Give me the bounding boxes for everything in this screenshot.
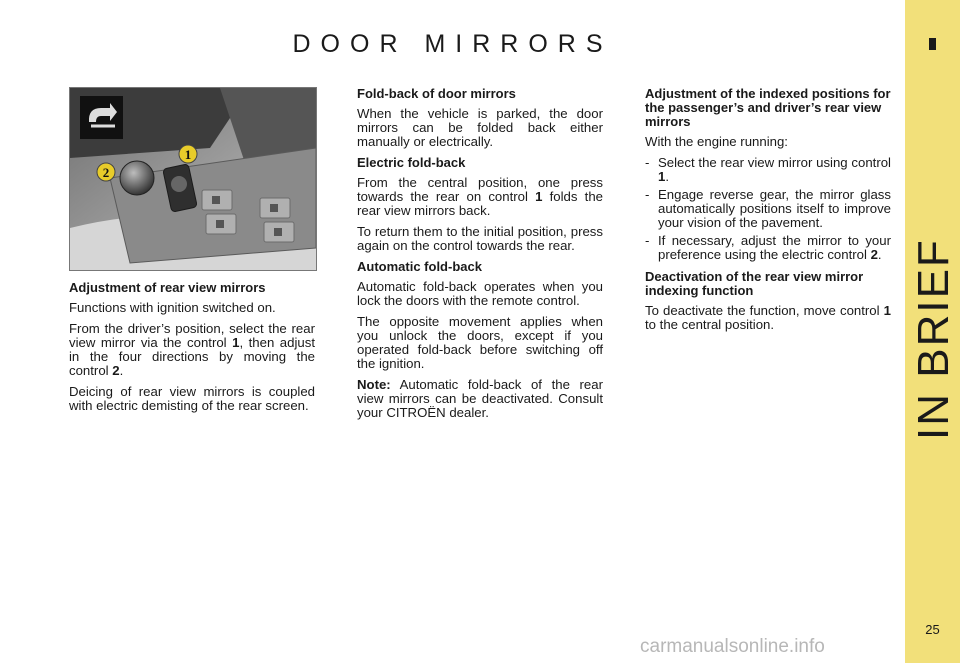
col1-p1: Functions with ignition switched on. <box>69 300 276 315</box>
col2-note: Note: Automatic fold-back of the rear view mirrors can be deactivated. Consult your CITROËN dealer. <box>357 377 603 420</box>
col2-p5: The opposite movement applies when you unlock the doors, except if you operated fold-back before switching off the ignition. <box>357 314 603 371</box>
col3-intro: With the engine running: <box>645 134 788 149</box>
page-title: DOOR MIRRORS <box>292 30 613 58</box>
callout-1-label: 1 <box>184 147 192 162</box>
col1-p2: From the driver’s position, select the rear view mirror via the control 1, then adjust in the four directions by moving the control 2. <box>69 321 315 378</box>
watermark: carmanualsonline.info <box>640 636 825 657</box>
callout-2-label: 2 <box>102 165 110 180</box>
section-tab-marker <box>929 38 936 50</box>
section-side-band <box>905 0 960 663</box>
heading-adjustment: Adjustment of rear view mirrors <box>69 280 266 295</box>
heading-fold-back: Fold-back of door mirrors <box>357 86 516 101</box>
column-3 <box>645 87 891 339</box>
col2-p4: Automatic fold-back operates when you lock the doors with the remote control. <box>357 279 603 308</box>
fold-back-icon <box>80 96 123 139</box>
list-item: - Engage reverse gear, the mirror glass automatically positions itself to improve your vision of the pavement. <box>645 188 891 230</box>
list-item: - If necessary, adjust the mirror to your preference using the electric control 2. <box>645 234 891 262</box>
mirror-controls-illustration <box>70 88 316 270</box>
col2-p2: From the central position, one press towards the rear on control 1 folds the rear view mirrors back. <box>357 175 603 218</box>
heading-indexed-positions: Adjustment of the indexed positions for the passenger’s and driver’s rear view mirrors <box>645 86 891 129</box>
page-number: 25 <box>925 622 940 637</box>
col2-p3: To return them to the initial position, press again on the control towards the rear. <box>357 224 603 253</box>
col1-p3: Deicing of rear view mirrors is coupled with electric demisting of the rear screen. <box>69 384 315 413</box>
column-2 <box>357 87 603 427</box>
mirror-adjust-knob <box>120 161 154 195</box>
col3-p1: To deactivate the function, move control 1 to the central position. <box>645 303 891 332</box>
column-1 <box>69 281 315 420</box>
heading-electric-fold-back: Electric fold-back <box>357 155 466 170</box>
heading-deactivation: Deactivation of the rear view mirror indexing function <box>645 269 864 298</box>
steps-list <box>645 156 891 262</box>
heading-automatic-fold-back: Automatic fold-back <box>357 259 482 274</box>
col2-p1: When the vehicle is parked, the door mirrors can be folded back either manually or electrically. <box>357 106 603 149</box>
mirror-controls-photo <box>69 87 317 271</box>
list-item: - Select the rear view mirror using control 1. <box>645 156 891 184</box>
section-name: IN BRIEF <box>909 238 958 440</box>
